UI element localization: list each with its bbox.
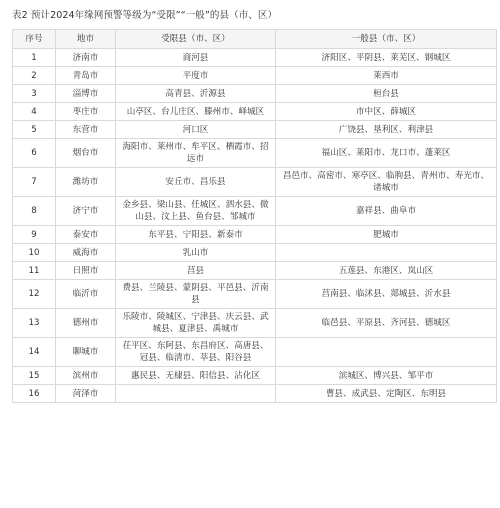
cell-restricted: 茌平区、东阿县、东昌府区、高唐县、冠县、临清市、莘县、阳谷县 (116, 338, 276, 367)
cell-city: 济宁市 (56, 197, 116, 226)
table-row (13, 67, 497, 85)
cell-city: 滨州市 (56, 367, 116, 385)
cell-general: 广饶县、垦利区、利津县 (276, 121, 497, 139)
cell-no: 6 (13, 139, 56, 168)
cell-no: 16 (13, 385, 56, 403)
cell-restricted: 东平县、宁阳县、新泰市 (116, 226, 276, 244)
cell-city: 烟台市 (56, 139, 116, 168)
cell-general: 桓台县 (276, 85, 497, 103)
cell-restricted: 海阳市、莱州市、牟平区、栖霞市、招远市 (116, 139, 276, 168)
cell-no: 7 (13, 168, 56, 197)
table-row (13, 338, 497, 367)
cell-restricted: 商河县 (116, 49, 276, 67)
cell-general: 市中区、薛城区 (276, 103, 497, 121)
table-row (13, 85, 497, 103)
cell-general: 福山区、莱阳市、龙口市、蓬莱区 (276, 139, 497, 168)
cell-city: 临沂市 (56, 280, 116, 309)
cell-city: 聊城市 (56, 338, 116, 367)
table-row (13, 197, 497, 226)
cell-general: 莒南县、临沭县、郯城县、沂水县 (276, 280, 497, 309)
cell-no: 12 (13, 280, 56, 309)
cell-no: 11 (13, 262, 56, 280)
cell-no: 5 (13, 121, 56, 139)
cell-general: 五莲县、东港区、岚山区 (276, 262, 497, 280)
cell-restricted (116, 385, 276, 403)
cell-city: 日照市 (56, 262, 116, 280)
table-row (13, 226, 497, 244)
cell-general (276, 338, 497, 367)
table-row (13, 280, 497, 309)
table-row (13, 139, 497, 168)
cell-general: 临邑县、平原县、齐河县、德城区 (276, 309, 497, 338)
cell-no: 9 (13, 226, 56, 244)
table-row (13, 168, 497, 197)
cell-no: 1 (13, 49, 56, 67)
cell-city: 济南市 (56, 49, 116, 67)
header-no: 序号 (13, 30, 56, 49)
cell-restricted: 惠民县、无棣县、阳信县、沾化区 (116, 367, 276, 385)
cell-general: 昌邑市、高密市、寒亭区、临朐县、青州市、寿光市、诸城市 (276, 168, 497, 197)
cell-no: 8 (13, 197, 56, 226)
table-row (13, 121, 497, 139)
cell-city: 德州市 (56, 309, 116, 338)
cell-restricted: 费县、兰陵县、蒙阴县、平邑县、沂南县 (116, 280, 276, 309)
cell-no: 15 (13, 367, 56, 385)
cell-general: 滨城区、博兴县、邹平市 (276, 367, 497, 385)
cell-general: 莱西市 (276, 67, 497, 85)
table-row (13, 309, 497, 338)
header-city: 地市 (56, 30, 116, 49)
cell-no: 14 (13, 338, 56, 367)
table-row (13, 49, 497, 67)
table-header-row (13, 30, 497, 49)
table-row (13, 103, 497, 121)
cell-city: 威海市 (56, 244, 116, 262)
table-row (13, 262, 497, 280)
cell-restricted: 莒县 (116, 262, 276, 280)
cell-no: 4 (13, 103, 56, 121)
cell-no: 10 (13, 244, 56, 262)
cell-restricted: 河口区 (116, 121, 276, 139)
cell-city: 淄博市 (56, 85, 116, 103)
cell-restricted: 安丘市、昌乐县 (116, 168, 276, 197)
cell-city: 东营市 (56, 121, 116, 139)
cell-general: 肥城市 (276, 226, 497, 244)
table-caption: 表2 预计2024年缘网预警等级为“受限”“一般”的县（市、区） (12, 10, 278, 21)
cell-restricted: 平度市 (116, 67, 276, 85)
cell-restricted: 高青县、沂源县 (116, 85, 276, 103)
table-row (13, 244, 497, 262)
cell-no: 13 (13, 309, 56, 338)
cell-city: 菏泽市 (56, 385, 116, 403)
cell-general: 曹县、成武县、定陶区、东明县 (276, 385, 497, 403)
cell-city: 青岛市 (56, 67, 116, 85)
cell-restricted: 乳山市 (116, 244, 276, 262)
cell-general (276, 244, 497, 262)
cell-restricted: 金乡县、梁山县、任城区、泗水县、微山县、汶上县、鱼台县、邹城市 (116, 197, 276, 226)
cell-city: 泰安市 (56, 226, 116, 244)
cell-no: 2 (13, 67, 56, 85)
cell-no: 3 (13, 85, 56, 103)
table-row (13, 385, 497, 403)
cell-general: 济阳区、平阴县、莱芜区、钢城区 (276, 49, 497, 67)
cell-city: 枣庄市 (56, 103, 116, 121)
cell-general: 嘉祥县、曲阜市 (276, 197, 497, 226)
cell-restricted: 山亭区、台儿庄区、滕州市、峄城区 (116, 103, 276, 121)
county-warning-table (12, 29, 497, 403)
cell-city: 潍坊市 (56, 168, 116, 197)
table-row (13, 367, 497, 385)
cell-restricted: 乐陵市、陵城区、宁津县、庆云县、武城县、夏津县、禹城市 (116, 309, 276, 338)
header-restricted: 受限县（市、区） (116, 30, 276, 49)
header-general: 一般县（市、区） (276, 30, 497, 49)
